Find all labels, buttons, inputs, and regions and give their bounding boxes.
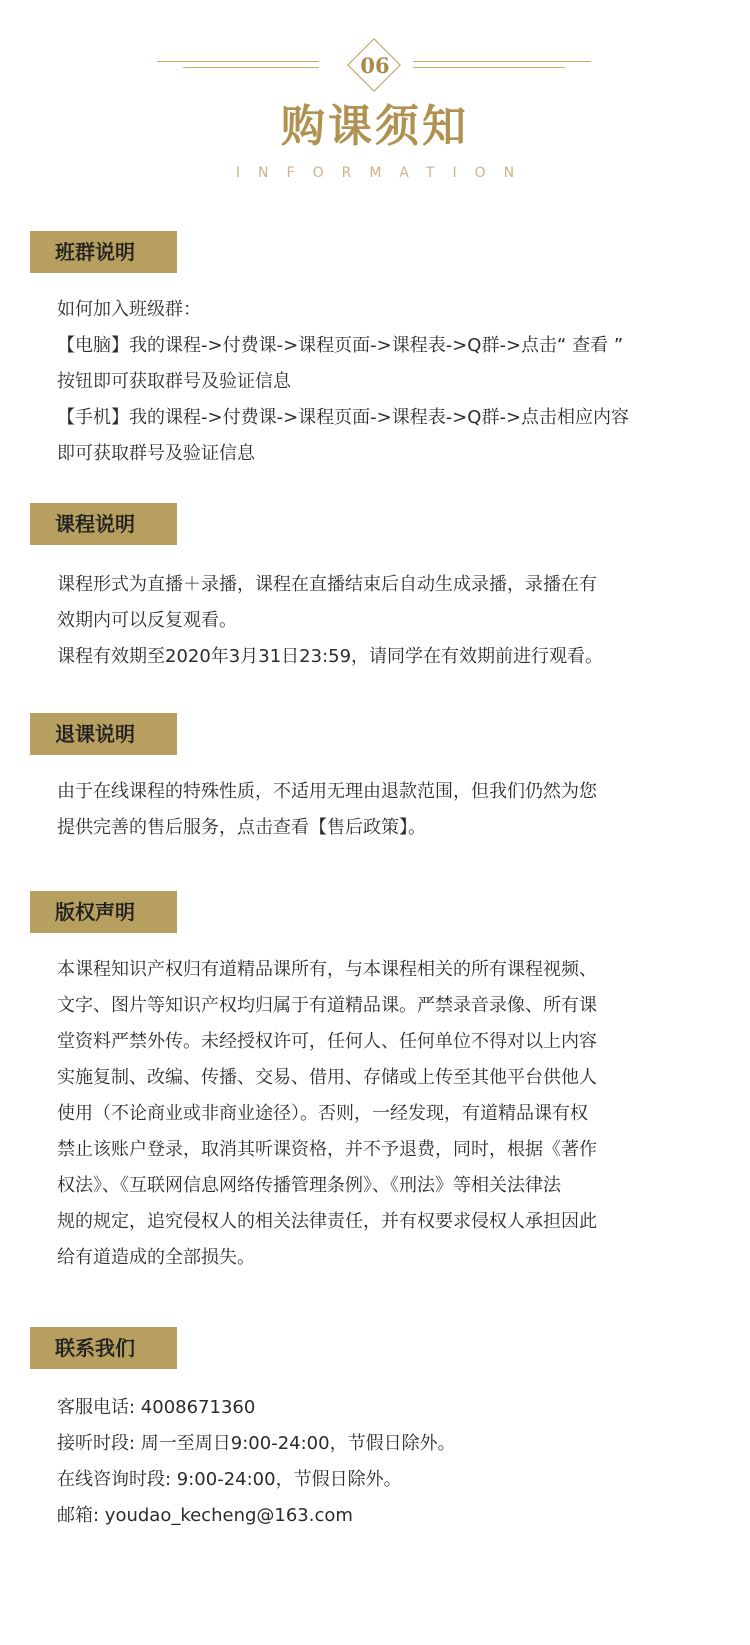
section-label-copyright: 版权声明 [30,891,177,933]
text-line: 本课程知识产权归有道精品课所有，与本课程相关的所有课程视频、 [57,959,597,980]
text-line: 【手机】我的课程->付费课->课程页面->课程表->Q群->点击相应内容 [57,407,630,428]
section-label-contact: 联系我们 [30,1327,177,1369]
section-number-badge [347,38,403,94]
page-title: 购课须知 [281,101,469,152]
text-line: 【电脑】我的课程->付费课->课程页面->课程表->Q群->点击“ 查看 ” [57,335,624,356]
section-body-contact [57,1390,697,1534]
text-line: 权法》、《互联网信息网络传播管理条例》、《刑法》等相关法律法 [57,1175,561,1196]
page-header [0,0,750,190]
text-line: 如何加入班级群： [57,299,201,320]
text-line: 由于在线课程的特殊性质，不适用无理由退款范围，但我们仍然为您 [57,781,597,802]
text-line: 实施复制、改编、传播、交易、借用、存储或上传至其他平台供他人 [57,1067,597,1088]
text-line: 禁止该账户登录，取消其听课资格，并不予退费，同时，根据《著作 [57,1139,597,1160]
left-rule-bottom [183,67,319,68]
contact-phone: 客服电话: 4008671360 [57,1397,256,1418]
right-rule-bottom [413,67,565,68]
section-number: 06 [360,53,390,78]
section-body-course [57,567,697,675]
text-line: 提供完善的售后服务，点击查看【售后政策】。 [57,817,426,838]
page-subtitle: INFORMATION [235,165,533,181]
text-line: 堂资料严禁外传。未经授权许可，任何人、任何单位不得对以上内容 [57,1031,597,1052]
contact-email: 邮箱: youdao_kecheng@163.com [57,1505,353,1526]
text-line: 规的规定，追究侵权人的相关法律责任，并有权要求侵权人承担因此 [57,1211,597,1232]
section-body-copyright [57,952,697,1276]
section-label-refund: 退课说明 [30,713,177,755]
text-line: 即可获取群号及验证信息 [57,443,255,464]
section-body-refund [57,774,697,846]
text-line: 课程有效期至2020年3月31日23:59，请同学在有效期前进行观看。 [57,646,604,667]
text-line: 效期内可以反复观看。 [57,610,237,631]
left-rule-top [157,61,319,62]
contact-hours: 接听时段: 周一至周日9:00-24:00，节假日除外。 [57,1433,456,1454]
section-label-class-group: 班群说明 [30,231,177,273]
right-rule-top [413,61,591,62]
text-line: 文字、图片等知识产权均归属于有道精品课。严禁录音录像、所有课 [57,995,597,1016]
text-line: 课程形式为直播＋录播，课程在直播结束后自动生成录播，录播在有 [57,574,597,595]
section-label-course: 课程说明 [30,503,177,545]
text-line: 按钮即可获取群号及验证信息 [57,371,291,392]
text-line: 给有道造成的全部损失。 [57,1247,255,1268]
contact-online-hours: 在线咨询时段: 9:00-24:00，节假日除外。 [57,1469,402,1490]
text-line: 使用（不论商业或非商业途径）。否则，一经发现，有道精品课有权 [57,1103,588,1124]
section-body-class-group [57,292,697,472]
